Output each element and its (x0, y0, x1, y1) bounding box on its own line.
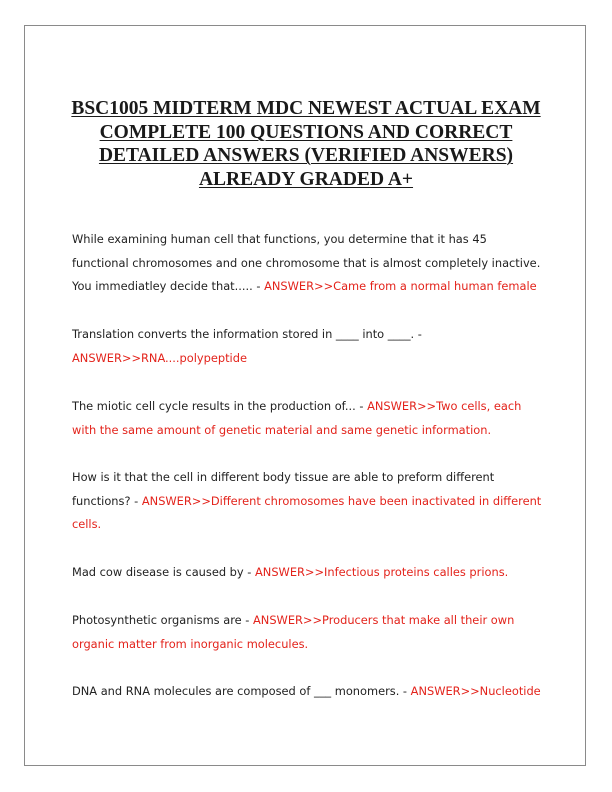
question-text: Photosynthetic organisms are - (72, 613, 250, 627)
question-text: How is it that the cell in different body tissue are able to preform different functions? - (72, 470, 495, 508)
answer-text: ANSWER>>RNA....polypeptide (72, 350, 247, 365)
answer-text: ANSWER>>Producers that make all their own organic matter from inorganic molecules. (72, 613, 515, 651)
question-text: Mad cow disease is caused by - (72, 565, 252, 579)
question-text: The miotic cell cycle results in the production of... - (72, 399, 364, 413)
answer-text: ANSWER>>Nucleotide (410, 684, 541, 698)
qa-item-3 (72, 395, 542, 442)
document-title: BSC1005 MIDTERM MDC NEWEST ACTUAL EXAM COMPLETE 100 QUESTIONS AND CORRECT DETAILED ANSWERS (VERIFIED ANSWERS) ALREADY GRADED A+ (71, 98, 541, 190)
qa-item-4 (72, 466, 542, 537)
question-text: DNA and RNA molecules are composed of ___ monomers. - (72, 684, 408, 698)
answer-text: ANSWER>>Two cells, each with the same amount of genetic material and same genetic information. (72, 399, 522, 437)
qa-item-7 (72, 680, 542, 704)
qa-item-2 (72, 323, 542, 370)
answer-text: ANSWER>>Came from a normal human female (264, 279, 537, 293)
qa-item-6 (72, 609, 542, 656)
question-text: While examining human cell that functions, you determine that it has 45 functional chromosomes and one chromosome that is almost completely inactive. You immediatley decide that..... - (72, 232, 541, 293)
question-text: Translation converts the information stored in ____ into ____. - (72, 327, 422, 341)
qa-item-1 (72, 228, 542, 299)
answer-text: ANSWER>>Infectious proteins calles prions. (255, 565, 509, 579)
answer-text: ANSWER>>Different chromosomes have been inactivated in different cells. (72, 493, 542, 531)
qa-item-5 (72, 561, 542, 585)
